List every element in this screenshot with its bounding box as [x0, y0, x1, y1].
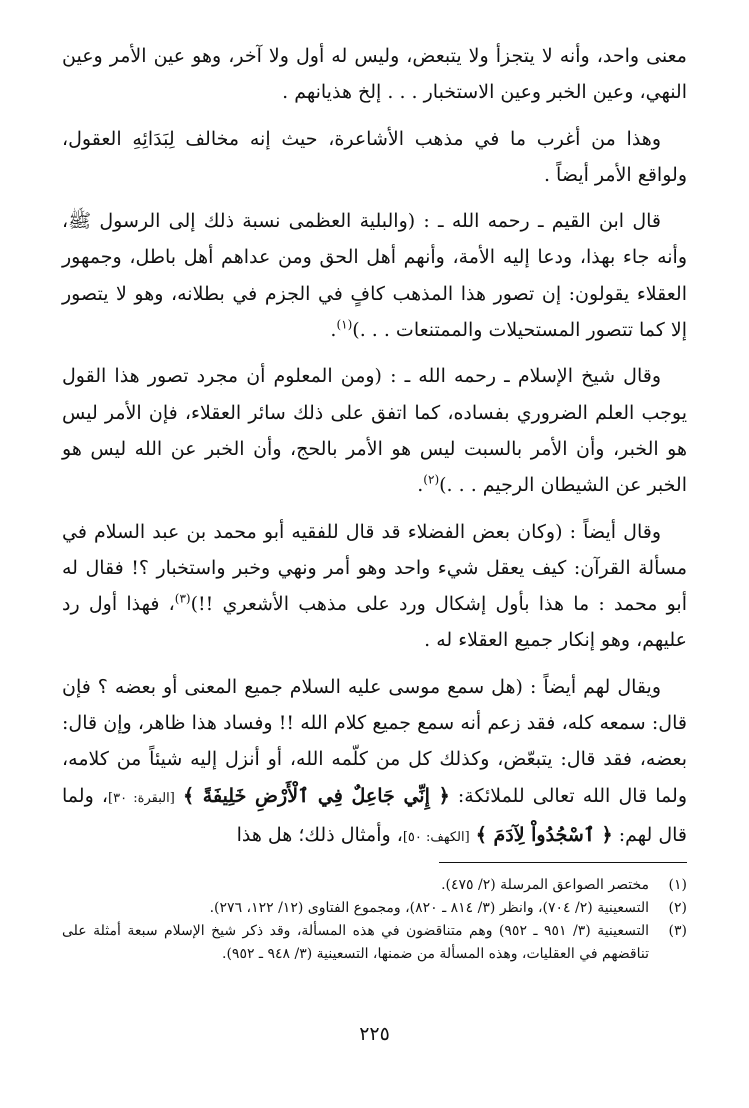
paragraph-2 [62, 121, 687, 194]
quran-verse-2: ﴿ ٱسْجُدُواْ لِآدَمَ ﴾ [475, 823, 613, 846]
paragraph-3-text: قال ابن القيم ـ رحمه الله ـ : (والبلية العظمى نسبة ذلك إلى الرسول ﷺ، وأنه جاء بهذا، ودعا إليه الأمة، وأنهم أهل الحق ومن عداهم أهل باطل، وجمهور العقلاء يقولون: إن تصور هذا المذهب كافٍ في الجزم في بطلانه، وهو لا يتصور إلا كما تتصور المستحيلات والممتنعات . . .) [62, 210, 687, 342]
paragraph-2-text: وهذا من أغرب ما في مذهب الأشاعرة، حيث إنه مخالف لِبَدَائِهِ العقول، ولواقع الأمر أيضاً . [62, 127, 687, 186]
footnote-1 [62, 874, 687, 897]
paragraph-6-middle: ، ولما قال لهم: [62, 784, 687, 846]
footnote-number: (١) [668, 877, 687, 893]
footnote-number: (٢) [668, 900, 687, 916]
paragraph-5 [62, 514, 687, 659]
paragraph-5-tail: ، فهذا أول رد عليهم، وهو إنكار جميع العقلاء له . [62, 593, 687, 652]
paragraph-5-text: وقال أيضاً : (وكان بعض الفضلاء قد قال للفقيه أبو محمد بن عبد السلام في مسألة القرآن: كيف يعقل شيء واحد وهو أمر ونهي وخبر واستخبار ؟! فقال له أبو محمد : ما هذا بأول إشكال ورد على مذهب الأشعري !!) [62, 520, 687, 616]
paragraph-1-text: معنى واحد، وأنه لا يتجزأ ولا يتبعض، وليس له أول ولا آخر، وهو عين الأمر وعين النهي، وعين الخبر وعين الاستخبار . . . إلخ هذيانهم . [62, 45, 687, 104]
footnote-ref-1: (١) [336, 317, 353, 332]
footnote-3 [62, 920, 687, 966]
footnote-divider [439, 862, 687, 863]
footnote-text: التسعينية (٣/ ٩٥١ ـ ٩٥٢) وهم متناقضون في هذه المسألة، وقد ذكر شيخ الإسلام سبعة أمثلة على تناقضهم في العقليات، وهذه المسألة من ضمنها، التسعينية (٣/ ٩٤٨ ـ ٩٥٢). [62, 923, 650, 962]
paragraph-4-text: وقال شيخ الإسلام ـ رحمه الله ـ : (ومن المعلوم أن مجرد تصور هذا القول يوجب العلم الضروري بفساده، كما اتفق على ذلك سائر العقلاء، فإن الأمر ليس هو الخبر، وأن الأمر بالسبت ليس هو الأمر بالحج، وأن الخبر عن الله ليس هو الخبر عن الشيطان الرجيم . . .) [62, 365, 687, 497]
footnote-2 [62, 897, 687, 920]
footnote-text: التسعينية (٢/ ٧٠٤)، وانظر (٣/ ٨١٤ ـ ٨٢٠)، ومجموع الفتاوى (١٢/ ١٢٢، ٢٧٦). [209, 900, 649, 916]
paragraph-6 [62, 669, 687, 856]
main-text [62, 38, 687, 866]
footnotes [62, 874, 687, 966]
footnote-number: (٣) [668, 923, 687, 939]
quran-citation-1: [البقرة: ٣٠] [108, 790, 175, 806]
page-number: ٢٢٥ [359, 1023, 390, 1045]
paragraph-6-tail: ، وأمثال ذلك؛ هل هذا [236, 823, 403, 846]
paragraph-1 [62, 38, 687, 111]
paragraph-4: وقال شيخ الإسلام ـ رحمه الله ـ : (ومن المعلوم أن مجرد تصور هذا القول يوجب العلم الضروري بفساده، كما اتفق على ذلك سائر العقلاء، فإن الأمر ليس هو الخبر، وأن الأمر بالسبت ليس هو الأمر بالحج، وأن الخبر عن الله ليس هو الخبر عن الشيطان الرجيم . . .)$^{(٢)}$. [62, 365, 687, 497]
footnote-ref-3: (٣) [174, 591, 191, 606]
paragraph-6-text: ويقال لهم أيضاً : (هل سمع موسى عليه السلام جميع المعنى أو بعضه ؟ فإن قال: سمعه كله، فقد زعم أنه سمع جميع كلام الله !! وفساد هذا ظاهر، وإن قال: بعضه، فقد قال: يتبعّض، وكذلك كل من كلّمه الله، أو أنزل إليه شيئاً من كلامه، ولما قال الله تعالى للملائكة: [62, 675, 687, 807]
footnote-ref-2: (٢) [423, 472, 440, 487]
quran-citation-2: [الكهف: ٥٠] [402, 829, 470, 845]
quran-verse-1: ﴿ إِنِّي جَاعِلٌ فِي ٱلْأَرْضِ خَلِيفَةً ﴾ [182, 784, 450, 807]
footnote-text: مختصر الصواعق المرسلة (٢/ ٤٧٥). [441, 877, 649, 893]
paragraph-3: قال ابن القيم ـ رحمه الله ـ : (والبلية العظمى نسبة ذلك إلى الرسول ﷺ، وأنه جاء بهذا، ودعا إليه الأمة، وأنهم أهل الحق ومن عداهم أهل باطل، وجمهور العقلاء يقولون: إن تصور هذا المذهب كافٍ في الجزم في بطلانه، وهو لا يتصور إلا كما تتصور المستحيلات والممتنعات . . .)$^{(١)}$. [62, 210, 687, 342]
